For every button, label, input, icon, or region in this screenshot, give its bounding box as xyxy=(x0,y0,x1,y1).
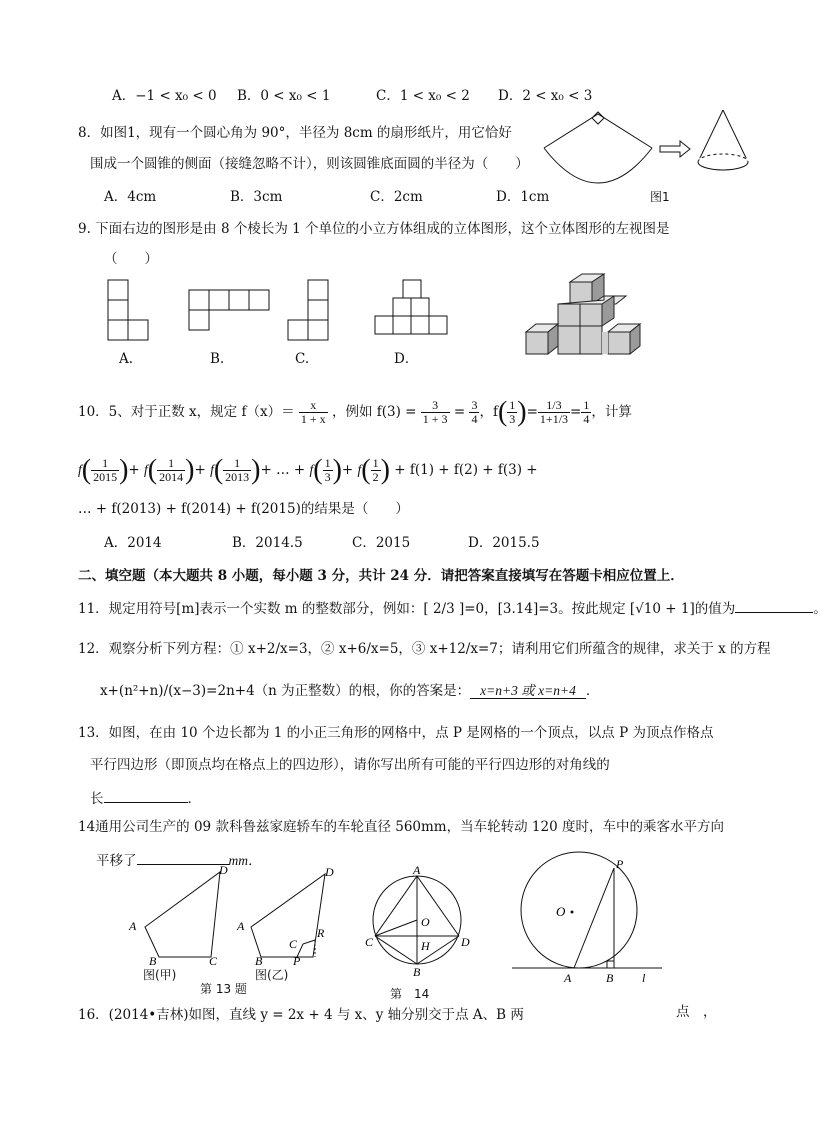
svg-text:P: P xyxy=(616,857,624,871)
q11-answer-blank[interactable] xyxy=(735,598,813,613)
q9-label-a: A. xyxy=(119,351,134,367)
q10-definition: 10．5、对于正数 x，规定 f（x）＝ $\frac{x}{1 + x}$ ，例如 f(3) = $\frac{3}{1 + 3}$ = $\frac{3}{4}$ ，f( $\frac{1}{3}$ )= $\frac{1/3}{1+1/3}$ = $\frac{1}{4}$ ，计算 xyxy=(78,396,632,428)
q8-option-a: A．4cm xyxy=(104,189,157,205)
q9-paren: （ ） xyxy=(104,251,158,267)
q13-figure-jia xyxy=(125,862,235,972)
q8-line2: 围成一个圆锥的侧面（接缝忽略不计），则该圆锥底面圆的半径为（ ） xyxy=(90,156,529,172)
q16-line: 16．(2014•吉林)如图，直线 y = 2x + 4 与 x、y 轴分别交于点 A、B 两 xyxy=(78,1007,524,1023)
q9-line1: 9. 下面右边的图形是由 8 个棱长为 1 个单位的小立方体组成的立体图形，这个立体图形的左视图是 xyxy=(78,221,670,237)
svg-text:B: B xyxy=(149,954,157,968)
svg-text:l: l xyxy=(642,971,646,985)
q16-circle-tangent-figure xyxy=(512,852,662,987)
q7-option-b: B．0 < x₀ < 1 xyxy=(237,88,331,104)
svg-text:O: O xyxy=(556,904,566,919)
q14-line1: 14通用公司生产的 09 款科鲁兹家庭轿车的车轮直径 560mm，当车轮转动 120 度时，车中的乘客水平方向 xyxy=(78,819,724,835)
svg-text:A: A xyxy=(129,919,137,933)
q9-label-c: C. xyxy=(295,351,310,367)
q13-figure-caption: 第 13 题 xyxy=(200,982,247,996)
q13-line2: 平行四边形（即顶点均在格点上的四边形），请你写出所有可能的平行四边形的对角线的 xyxy=(90,757,610,773)
q13-answer-blank[interactable] xyxy=(104,788,188,803)
svg-text:D: D xyxy=(325,865,334,879)
svg-text:A: A xyxy=(237,919,245,933)
figure1-caption: 图1 xyxy=(650,190,670,204)
q10-option-a: A．2014 xyxy=(104,535,162,551)
q13-line3: 长 ． xyxy=(90,788,201,808)
q14-figure-caption: 第 14 xyxy=(390,987,430,1001)
q13-fig-yi-label: 图(乙) xyxy=(255,968,289,982)
q7-option-a: A．−1 < x₀ < 0 xyxy=(112,88,217,104)
q9-label-d: D． xyxy=(394,351,419,367)
q7-option-c: C．1 < x₀ < 2 xyxy=(376,88,470,104)
svg-text:R: R xyxy=(317,926,325,940)
q12-line2: x+(n²+n)/(x−3)=2n+4（n 为正整数）的根，你的答案是： x=n+3 或 x=n+4 ． xyxy=(100,683,600,699)
svg-text:D: D xyxy=(461,935,470,949)
svg-text:A: A xyxy=(564,971,572,985)
q9-view-options xyxy=(100,278,440,348)
q10-sum-line1: f( $\frac{1}{2015}$ )+ f( $\frac{1}{2014}$ )+ f( $\frac{1}{2013}$ )+ … + f( $\frac{1}{3}$ )+ f( $\frac{1}{2}$ ) + f(1) + f(2) + f(3) + xyxy=(78,454,538,486)
q8-option-c: C．2cm xyxy=(370,189,423,205)
q14-circle-figure xyxy=(365,863,475,983)
section2-heading: 二、填空题（本大题共 8 小题，每小题 3 分，共计 24 分．请把答案直接填写在答题卡相应位置上． xyxy=(78,568,684,584)
q10-option-b: B．2014.5 xyxy=(232,535,303,551)
q13-figure-yi xyxy=(235,862,335,972)
q13-fig-jia-label: 图(甲) xyxy=(143,968,177,982)
svg-text:H: H xyxy=(421,939,430,953)
q14-line2: 平移了 mm． xyxy=(96,850,262,870)
q10-option-c: C．2015 xyxy=(352,535,411,551)
q7-option-d: D．2 < x₀ < 3 xyxy=(498,88,593,104)
q10-line3: … + f(2013) + f(2014) + f(2015)的结果是（ ） xyxy=(78,501,409,517)
q9-label-b: B. xyxy=(210,351,225,367)
svg-text:D: D xyxy=(219,863,228,877)
q8-line1: 8．如图1，现有一个圆心角为 90°，半径为 8cm 的扇形纸片，用它恰好 xyxy=(78,125,512,141)
q12-answer: x=n+3 或 x=n+4 xyxy=(470,683,586,699)
svg-text:A: A xyxy=(413,863,421,877)
q13-line1: 13．如图，在由 10 个边长都为 1 的小正三角形的网格中，点 P 是网格的一个顶点，以点 P 为顶点作格点 xyxy=(78,725,714,741)
q16-tail: 点 ， xyxy=(676,1004,717,1020)
figure1-sector-cone xyxy=(540,108,750,208)
svg-text:C: C xyxy=(209,954,218,968)
svg-text:B: B xyxy=(606,971,614,985)
svg-text:O: O xyxy=(421,915,430,929)
svg-text:C: C xyxy=(289,937,298,951)
q8-option-d: D．1cm xyxy=(496,189,550,205)
q8-option-b: B．3cm xyxy=(230,189,283,205)
q10-option-d: D．2015.5 xyxy=(468,535,540,551)
q11-text: 11．规定用符号[m]表示一个实数 m 的整数部分，例如：[ 2/3 ]=0，[3.14]=3。按此规定 [√10 + 1]的值为 。 xyxy=(78,598,827,618)
q9-cube-stack-figure xyxy=(522,270,647,362)
svg-text:C: C xyxy=(365,935,374,949)
svg-text:B: B xyxy=(413,965,421,979)
svg-text:P: P xyxy=(293,954,301,968)
svg-text:B: B xyxy=(255,954,263,968)
q12-line1: 12．观察分析下列方程：① x+2/x=3，② x+6/x=5，③ x+12/x=7；请利用它们所蕴含的规律，求关于 x 的方程 xyxy=(78,641,771,657)
